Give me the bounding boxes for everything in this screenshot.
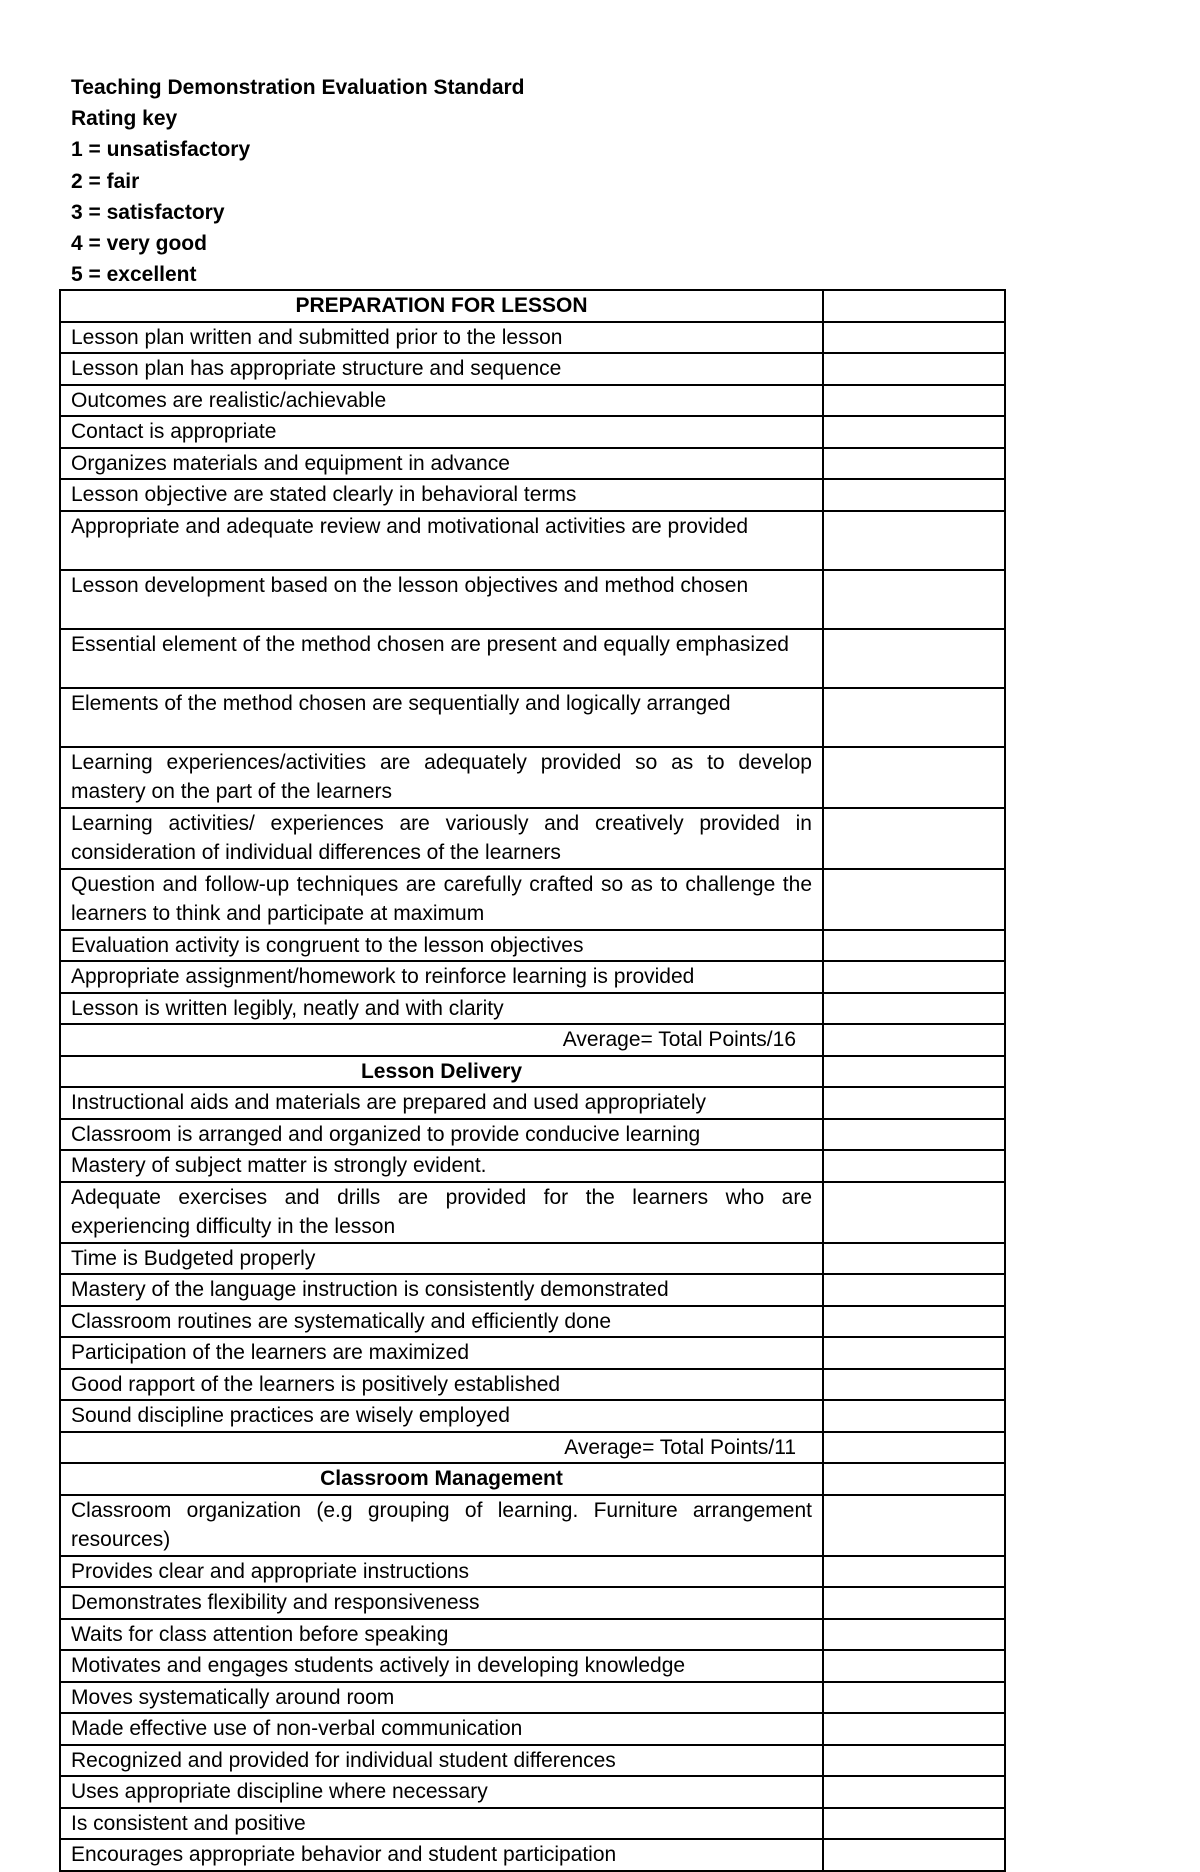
score-cell[interactable] <box>823 747 1005 808</box>
rating-key-item: 1 = unsatisfactory <box>71 138 251 162</box>
criterion-row <box>60 1495 1005 1556</box>
section-heading: Classroom Management <box>60 1463 823 1495</box>
criterion-text: Appropriate and adequate review and motivational activities are provided <box>60 511 823 570</box>
criterion-text: Demonstrates flexibility and responsiveness <box>60 1587 823 1619</box>
score-cell[interactable] <box>823 869 1005 930</box>
criterion-row <box>60 747 1005 808</box>
criterion-text: Classroom is arranged and organized to provide conducive learning <box>60 1119 823 1151</box>
criterion-row <box>60 1119 1005 1151</box>
criterion-row <box>60 416 1005 448</box>
criterion-text: Provides clear and appropriate instructions <box>60 1556 823 1588</box>
criterion-row <box>60 1274 1005 1306</box>
criterion-row <box>60 570 1005 629</box>
criterion-text: Lesson plan written and submitted prior to the lesson <box>60 322 823 354</box>
score-cell[interactable] <box>823 993 1005 1025</box>
criterion-text: Learning activities/ experiences are variously and creatively provided in consideration of individual differences of the learners <box>60 808 823 869</box>
score-cell[interactable] <box>823 479 1005 511</box>
score-cell[interactable] <box>823 688 1005 747</box>
score-cell[interactable] <box>823 1682 1005 1714</box>
score-cell[interactable] <box>823 961 1005 993</box>
criterion-text: Time is Budgeted properly <box>60 1243 823 1275</box>
score-cell[interactable] <box>823 353 1005 385</box>
rating-key-item: 4 = very good <box>71 231 207 255</box>
criterion-text: Organizes materials and equipment in advance <box>60 448 823 480</box>
score-cell[interactable] <box>823 1056 1005 1088</box>
criterion-row <box>60 1400 1005 1432</box>
criterion-text: Lesson is written legibly, neatly and with clarity <box>60 993 823 1025</box>
section-heading-row <box>60 1056 1005 1088</box>
criterion-text: Classroom organization (e.g grouping of learning. Furniture arrangement resources) <box>60 1495 823 1556</box>
criterion-text: Mastery of subject matter is strongly evident. <box>60 1150 823 1182</box>
criterion-row <box>60 1745 1005 1777</box>
criterion-row <box>60 1839 1005 1871</box>
score-cell[interactable] <box>823 1243 1005 1275</box>
score-cell[interactable] <box>823 511 1005 570</box>
form-header <box>71 72 525 290</box>
criterion-text: Question and follow-up techniques are carefully crafted so as to challenge the learners to think and participate at maximum <box>60 869 823 930</box>
criterion-text: Encourages appropriate behavior and student participation <box>60 1839 823 1871</box>
average-score-cell[interactable] <box>823 1432 1005 1464</box>
average-row <box>60 1432 1005 1464</box>
score-cell[interactable] <box>823 1182 1005 1243</box>
criterion-text: Sound discipline practices are wisely employed <box>60 1400 823 1432</box>
criterion-text: Uses appropriate discipline where necessary <box>60 1776 823 1808</box>
score-cell[interactable] <box>823 322 1005 354</box>
criterion-row <box>60 1713 1005 1745</box>
criterion-text: Elements of the method chosen are sequentially and logically arranged <box>60 688 823 747</box>
criterion-text: Essential element of the method chosen are present and equally emphasized <box>60 629 823 688</box>
criterion-text: Adequate exercises and drills are provided for the learners who are experiencing difficulty in the lesson <box>60 1182 823 1243</box>
criterion-row <box>60 322 1005 354</box>
score-cell[interactable] <box>823 1713 1005 1745</box>
document-title: Teaching Demonstration Evaluation Standard <box>71 76 525 99</box>
criterion-row <box>60 1150 1005 1182</box>
section-heading-row <box>60 1463 1005 1495</box>
criterion-row <box>60 448 1005 480</box>
criterion-row <box>60 1587 1005 1619</box>
criterion-row <box>60 1369 1005 1401</box>
criterion-text: Outcomes are realistic/achievable <box>60 385 823 417</box>
criterion-row <box>60 511 1005 570</box>
score-cell[interactable] <box>823 1087 1005 1119</box>
score-cell[interactable] <box>823 1839 1005 1871</box>
rating-key-item: 3 = satisfactory <box>71 200 225 224</box>
criterion-row <box>60 1306 1005 1338</box>
criterion-text: Waits for class attention before speaking <box>60 1619 823 1651</box>
criterion-row <box>60 1776 1005 1808</box>
average-formula: Average= Total Points/16 <box>60 1024 823 1056</box>
criterion-text: Appropriate assignment/homework to reinforce learning is provided <box>60 961 823 993</box>
criterion-text: Lesson development based on the lesson objectives and method chosen <box>60 570 823 629</box>
criterion-row <box>60 930 1005 962</box>
criterion-row <box>60 961 1005 993</box>
criterion-text: Good rapport of the learners is positively established <box>60 1369 823 1401</box>
criterion-row <box>60 808 1005 869</box>
score-cell[interactable] <box>823 1274 1005 1306</box>
criterion-row <box>60 1682 1005 1714</box>
rating-key-item: 5 = excellent <box>71 263 197 287</box>
score-cell[interactable] <box>823 1150 1005 1182</box>
section-heading: PREPARATION FOR LESSON <box>60 290 823 322</box>
rating-key-item: 2 = fair <box>71 169 140 193</box>
criterion-row <box>60 869 1005 930</box>
score-cell[interactable] <box>823 930 1005 962</box>
criterion-text: Classroom routines are systematically and efficiently done <box>60 1306 823 1338</box>
criterion-row <box>60 385 1005 417</box>
criterion-row <box>60 1087 1005 1119</box>
criterion-row <box>60 1808 1005 1840</box>
score-cell[interactable] <box>823 1587 1005 1619</box>
criterion-text: Learning experiences/activities are adequately provided so as to develop mastery on the part of the learners <box>60 747 823 808</box>
criterion-text: Recognized and provided for individual student differences <box>60 1745 823 1777</box>
score-cell[interactable] <box>823 1495 1005 1556</box>
criterion-text: Participation of the learners are maximized <box>60 1337 823 1369</box>
criterion-row <box>60 993 1005 1025</box>
criterion-text: Mastery of the language instruction is consistently demonstrated <box>60 1274 823 1306</box>
score-cell[interactable] <box>823 1463 1005 1495</box>
score-cell[interactable] <box>823 1776 1005 1808</box>
section-heading-row <box>60 290 1005 322</box>
score-cell[interactable] <box>823 570 1005 629</box>
criterion-text: Lesson plan has appropriate structure and sequence <box>60 353 823 385</box>
criterion-row <box>60 1182 1005 1243</box>
criterion-text: Made effective use of non-verbal communication <box>60 1713 823 1745</box>
criterion-text: Moves systematically around room <box>60 1682 823 1714</box>
score-cell[interactable] <box>823 1650 1005 1682</box>
evaluation-table <box>59 289 1006 1872</box>
score-cell[interactable] <box>823 1619 1005 1651</box>
score-cell[interactable] <box>823 290 1005 322</box>
criterion-row <box>60 353 1005 385</box>
score-cell[interactable] <box>823 1400 1005 1432</box>
average-formula: Average= Total Points/11 <box>60 1432 823 1464</box>
criterion-text: Lesson objective are stated clearly in behavioral terms <box>60 479 823 511</box>
criterion-row <box>60 1556 1005 1588</box>
score-cell[interactable] <box>823 1745 1005 1777</box>
criterion-row <box>60 479 1005 511</box>
criterion-row <box>60 1243 1005 1275</box>
criterion-row <box>60 1619 1005 1651</box>
score-cell[interactable] <box>823 1808 1005 1840</box>
average-score-cell[interactable] <box>823 1024 1005 1056</box>
criterion-row <box>60 1650 1005 1682</box>
criterion-text: Evaluation activity is congruent to the lesson objectives <box>60 930 823 962</box>
criterion-row <box>60 688 1005 747</box>
criterion-row <box>60 629 1005 688</box>
score-cell[interactable] <box>823 1306 1005 1338</box>
criterion-text: Motivates and engages students actively in developing knowledge <box>60 1650 823 1682</box>
criterion-row <box>60 1337 1005 1369</box>
criterion-text: Instructional aids and materials are prepared and used appropriately <box>60 1087 823 1119</box>
score-cell[interactable] <box>823 1119 1005 1151</box>
score-cell[interactable] <box>823 1556 1005 1588</box>
score-cell[interactable] <box>823 448 1005 480</box>
score-cell[interactable] <box>823 1369 1005 1401</box>
rating-key-label: Rating key <box>71 107 178 131</box>
score-cell[interactable] <box>823 416 1005 448</box>
criterion-text: Is consistent and positive <box>60 1808 823 1840</box>
average-row <box>60 1024 1005 1056</box>
score-cell[interactable] <box>823 385 1005 417</box>
score-cell[interactable] <box>823 808 1005 869</box>
section-heading: Lesson Delivery <box>60 1056 823 1088</box>
criterion-text: Contact is appropriate <box>60 416 823 448</box>
score-cell[interactable] <box>823 1337 1005 1369</box>
score-cell[interactable] <box>823 629 1005 688</box>
